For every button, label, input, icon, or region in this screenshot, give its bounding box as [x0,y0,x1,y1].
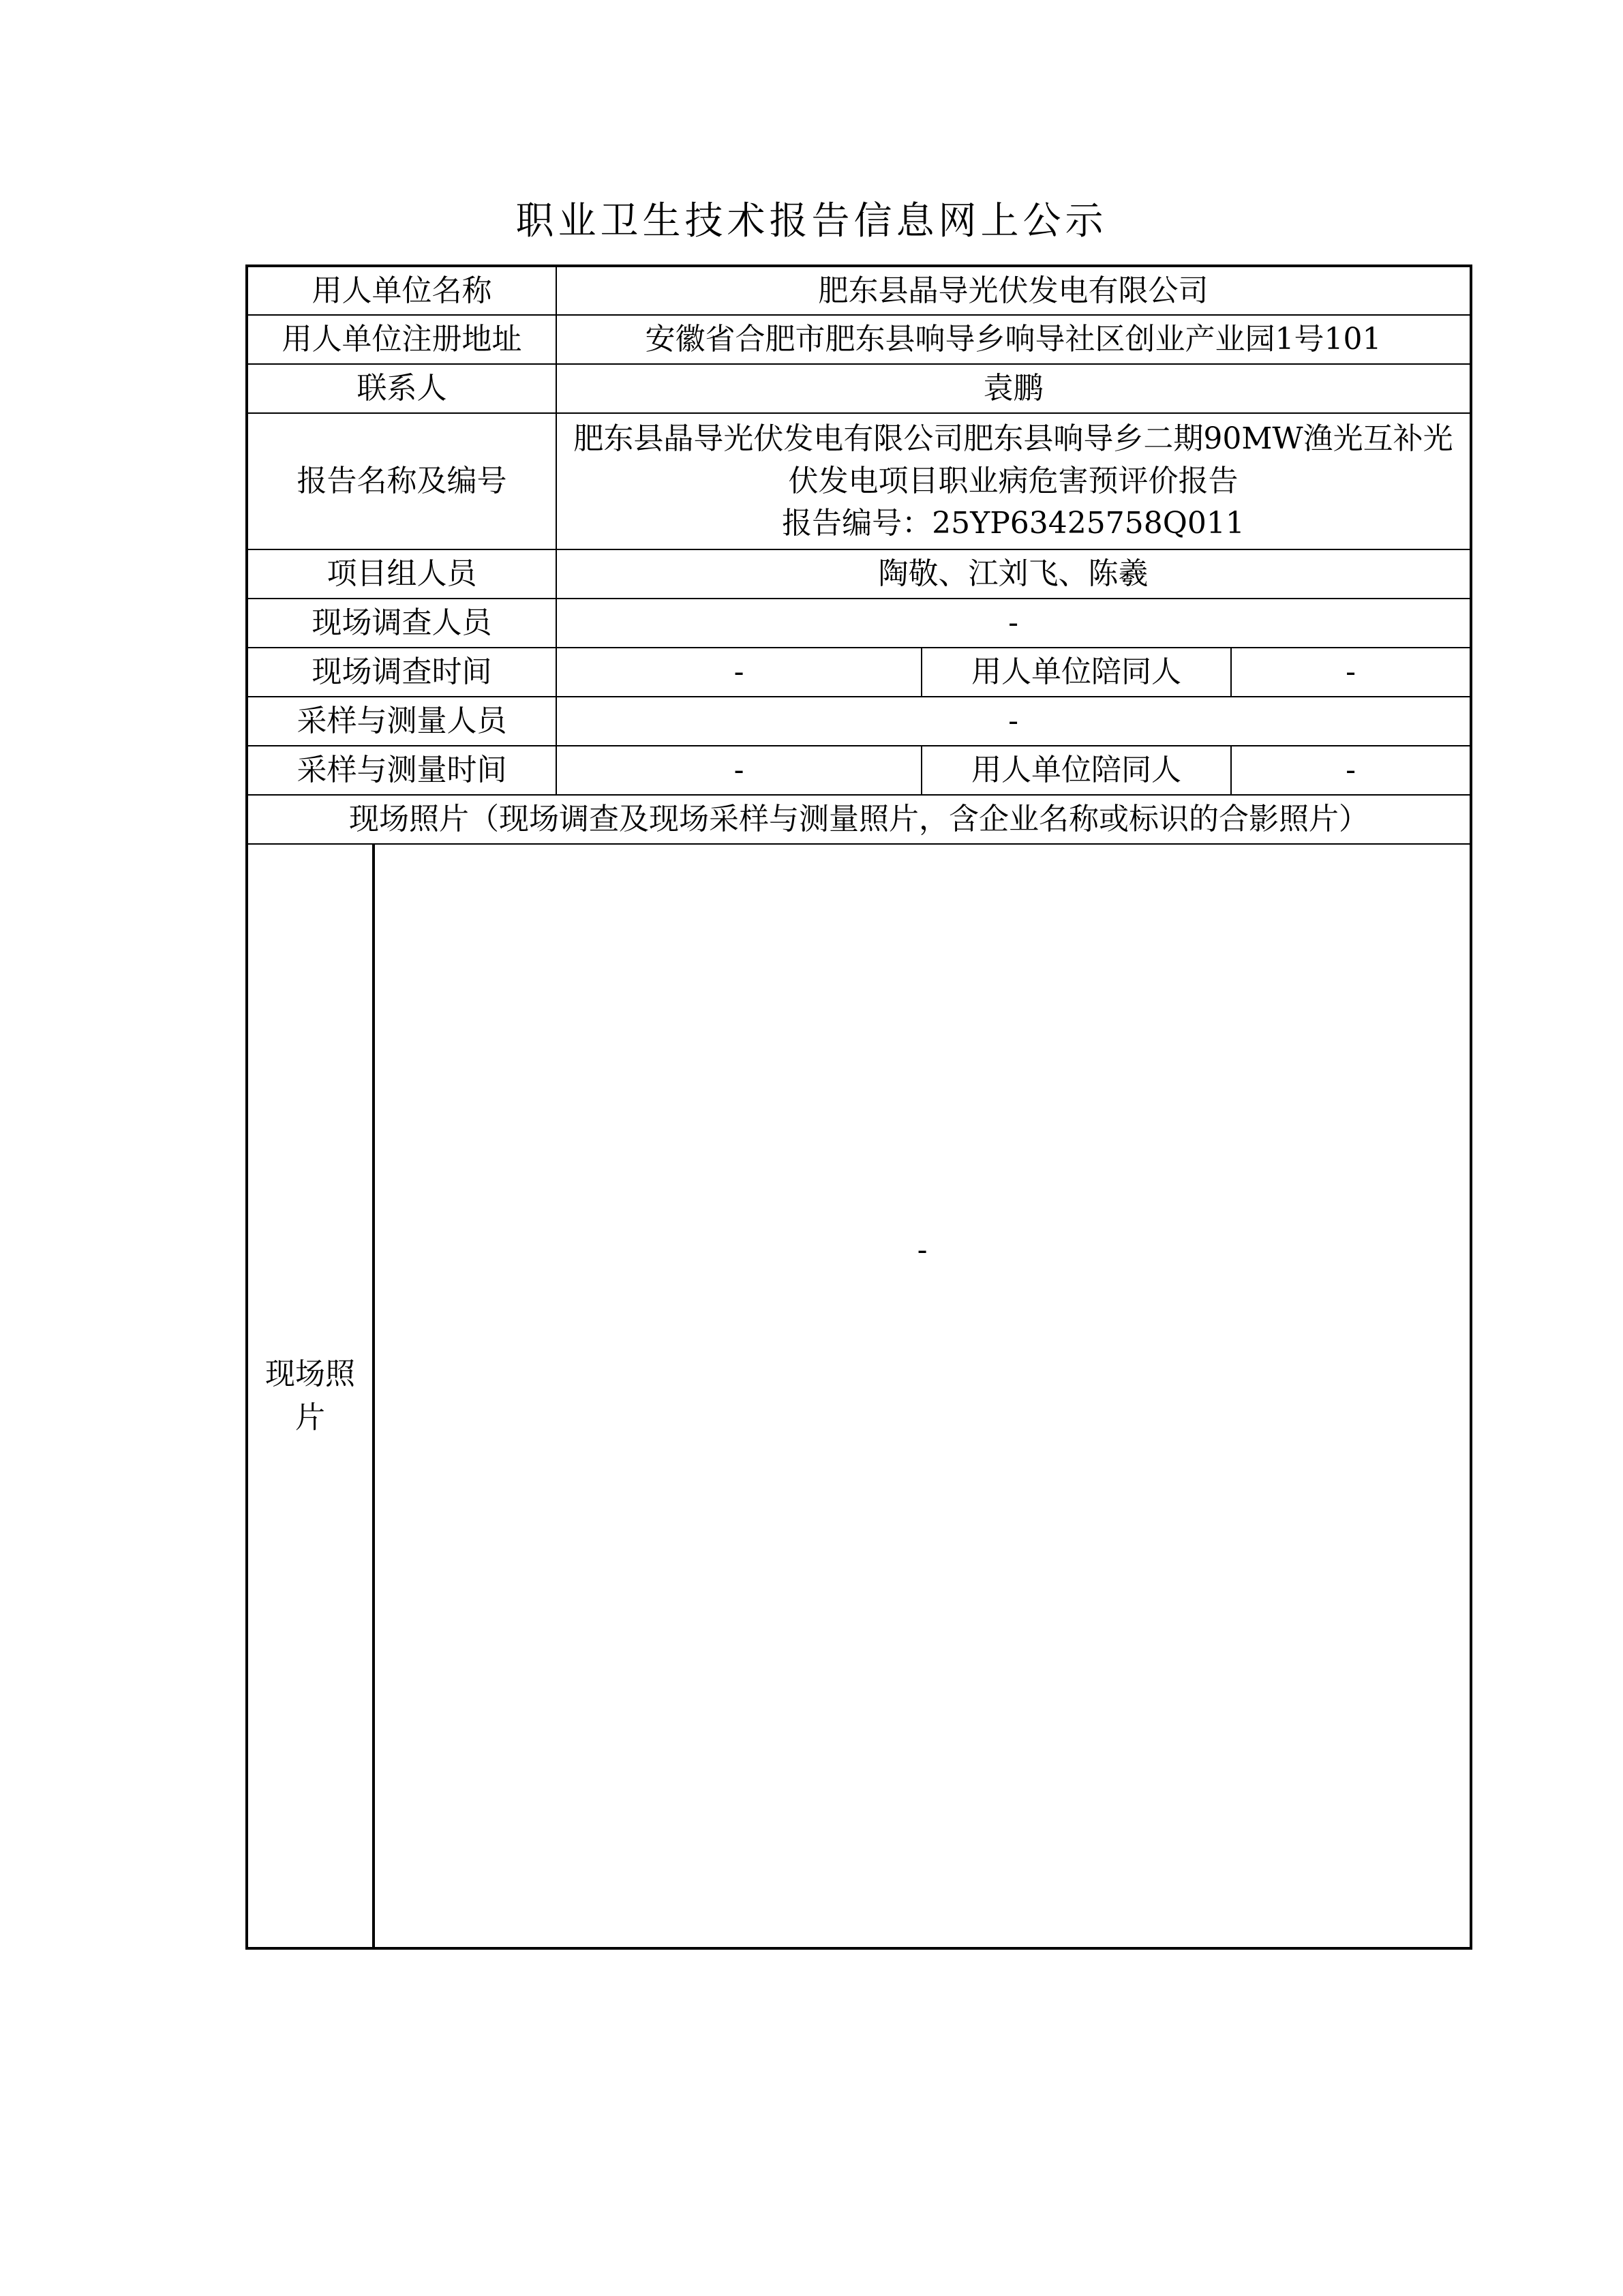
contact-value: 袁鹏 [556,364,1471,413]
site-survey-companion-label: 用人单位陪同人 [922,648,1231,697]
report-label: 报告名称及编号 [247,413,556,549]
sampling-companion-value: - [1231,746,1471,795]
photos-value: - [917,1233,928,1267]
sampling-staff-value: - [556,697,1471,746]
site-survey-staff-value: - [556,599,1471,648]
row-report [247,413,1471,549]
row-project-team [247,549,1471,599]
row-photos [247,844,1471,1948]
site-survey-time-value: - [556,648,922,697]
row-photos-header [247,795,1471,844]
document-title: 职业卫生技术报告信息网上公示 [515,199,1108,243]
photos-header: 现场照片（现场调查及现场采样与测量照片，含企业名称或标识的合影照片） [247,795,1471,844]
photos-area [374,844,1471,1948]
row-employer-address [247,315,1471,364]
employer-name-label: 用人单位名称 [247,266,556,315]
site-survey-time-label: 现场调查时间 [247,648,556,697]
sampling-staff-label: 采样与测量人员 [247,697,556,746]
project-team-label: 项目组人员 [247,549,556,599]
site-survey-staff-label: 现场调查人员 [247,599,556,648]
row-contact [247,364,1471,413]
employer-address-label: 用人单位注册地址 [247,315,556,364]
sampling-time-label: 采样与测量时间 [247,746,556,795]
photos-label: 现场照片 [247,844,374,1948]
sampling-companion-label: 用人单位陪同人 [922,746,1231,795]
info-table [245,265,1472,1950]
row-sampling-time [247,746,1471,795]
sampling-time-value: - [556,746,922,795]
row-site-survey-time [247,648,1471,697]
project-team-value: 陶敬、江刘飞、陈羲 [556,549,1471,599]
row-site-survey-staff [247,599,1471,648]
report-cell [556,413,1471,549]
contact-label: 联系人 [247,364,556,413]
employer-name-value: 肥东县晶导光伏发电有限公司 [556,266,1471,315]
report-name: 肥东县晶导光伏发电有限公司肥东县响导乡二期90MW渔光互补光伏发电项目职业病危害预评价报告 [573,421,1453,498]
row-employer-name [247,266,1471,315]
report-number: 报告编号：25YP63425758Q011 [782,506,1245,541]
employer-address-value: 安徽省合肥市肥东县响导乡响导社区创业产业园1号101 [556,315,1471,364]
site-survey-companion-value: - [1231,648,1471,697]
row-sampling-staff [247,697,1471,746]
